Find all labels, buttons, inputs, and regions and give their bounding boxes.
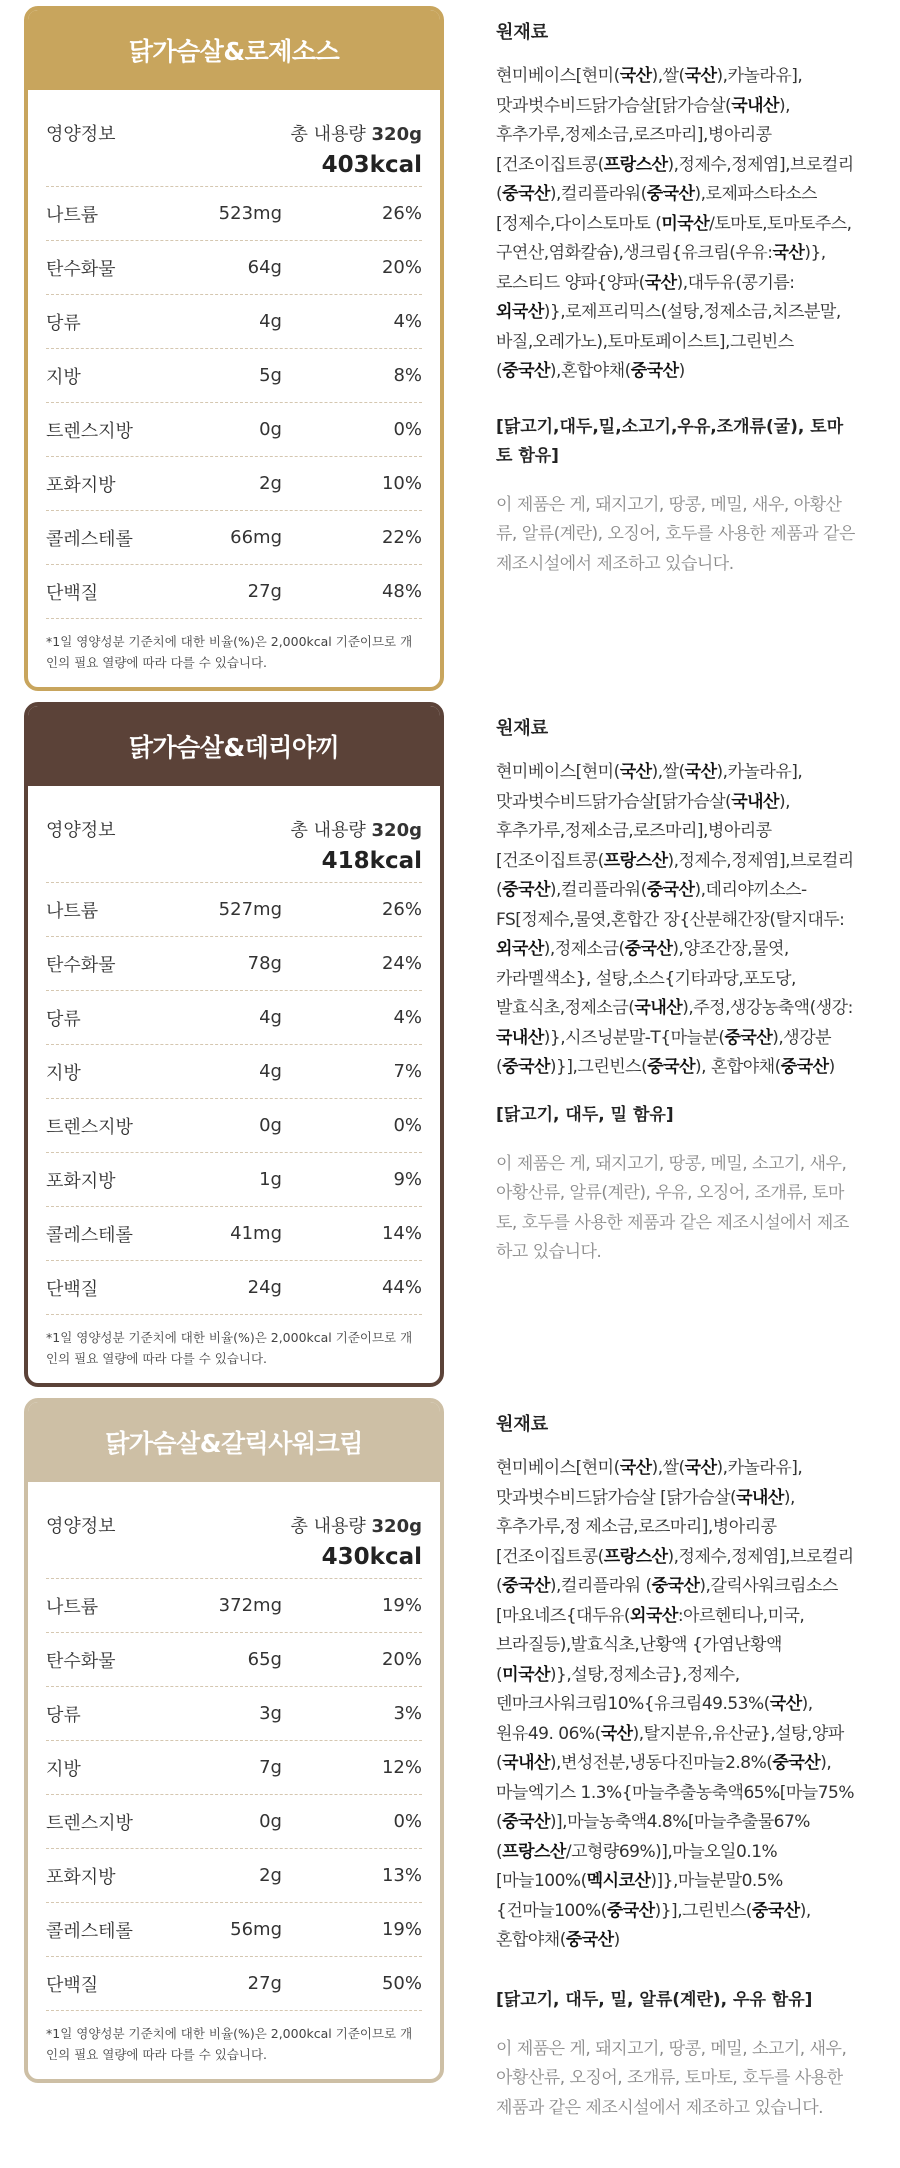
nutrition-card <box>24 6 444 691</box>
table-row: 포화지방 2g 10% <box>46 457 422 511</box>
total-weight: 총 내용량 320g <box>290 820 422 841</box>
calories: 418kcal <box>321 848 422 874</box>
footnote: *1일 영양성분 기준치에 대한 비율(%)은 2,000kcal 기준이므로 개인의 필요 열량에 따라 다를 수 있습니다. <box>46 634 413 670</box>
table-row: 포화지방 2g 13% <box>46 1849 422 1903</box>
nutrition-table <box>28 786 440 1383</box>
card-header <box>28 10 440 90</box>
table-row: 콜레스테롤 66mg 22% <box>46 511 422 565</box>
facility-text: 이 제품은 게, 돼지고기, 땅콩, 메밀, 소고기, 새우, 아황산류, 오징어, 조개류, 토마토, 호두를 사용한 제품과 같은 제조시설에서 제조하고 있습니다. <box>496 2038 847 2118</box>
ingredients-title: 원재료 <box>496 1414 549 1435</box>
table-row: 탄수화물 78g 24% <box>46 937 422 991</box>
ingredients-title: 원재료 <box>496 22 549 43</box>
ingredients-panel <box>496 714 856 1268</box>
nutrition-card <box>24 1398 444 2083</box>
nutrition-summary <box>46 98 422 187</box>
total-weight: 총 내용량 320g <box>290 1516 422 1537</box>
facility-text: 이 제품은 게, 돼지고기, 땅콩, 메밀, 소고기, 새우, 아황산류, 알류(계란), 우유, 오징어, 조개류, 토마토, 호두를 사용한 제품과 같은 제조시설에서 제조하고 있습니다. <box>496 1153 849 1262</box>
table-row: 나트륨 523mg 26% <box>46 187 422 241</box>
nutrition-table <box>28 1482 440 2079</box>
allergen-text: [닭고기, 대두, 밀, 알류(계란), 우유 함유] <box>496 1989 813 2010</box>
table-row: 탄수화물 65g 20% <box>46 1633 422 1687</box>
table-row: 콜레스테롤 56mg 19% <box>46 1903 422 1957</box>
table-row: 콜레스테롤 41mg 14% <box>46 1207 422 1261</box>
calories: 403kcal <box>321 152 422 178</box>
table-row: 지방 4g 7% <box>46 1045 422 1099</box>
table-row: 지방 5g 8% <box>46 349 422 403</box>
nutrition-summary <box>46 1490 422 1579</box>
table-row: 당류 3g 3% <box>46 1687 422 1741</box>
ingredients-panel <box>496 1410 856 2123</box>
table-row: 당류 4g 4% <box>46 991 422 1045</box>
nutrition-table <box>28 90 440 687</box>
card-header <box>28 706 440 786</box>
table-row: 단백질 27g 48% <box>46 565 422 619</box>
nutrition-label: 영양정보 <box>46 1516 116 1537</box>
nutrition-label: 영양정보 <box>46 820 116 841</box>
ingredients-panel <box>496 18 856 579</box>
calories: 430kcal <box>321 1544 422 1570</box>
product-name: 닭가슴살&로제소스 <box>128 37 340 66</box>
allergen-text: [닭고기, 대두, 밀 함유] <box>496 1104 674 1125</box>
nutrition-card <box>24 702 444 1387</box>
ingredients-title: 원재료 <box>496 718 549 739</box>
table-row: 지방 7g 12% <box>46 1741 422 1795</box>
table-row: 트렌스지방 0g 0% <box>46 1099 422 1153</box>
footnote: *1일 영양성분 기준치에 대한 비율(%)은 2,000kcal 기준이므로 개인의 필요 열량에 따라 다를 수 있습니다. <box>46 2026 413 2062</box>
table-row: 나트륨 372mg 19% <box>46 1579 422 1633</box>
table-row: 탄수화물 64g 20% <box>46 241 422 295</box>
ingredients-text: 현미베이스[현미(국산),쌀(국산),카놀라유],맛과벗수비드닭가슴살 [닭가슴살(국내산),후추가루,정 제소금,로즈마리],병아리콩[건조이집트콩(프랑스산),정제수,정제염],브로컬리(중국산),컬리플라워 (중국산),갈릭사워크림소스[마요네즈{대두유(외국산:아르헨티나,미국,브라질등),발효식초,난황액 {가염난황액(미국산)},설탕,정제소금},정제수,덴마크사워크림10%{유크림49.53%(국산),원유49. 06%(국산),탈지분유,유산균},설탕,양파(국내산),변성전분,냉동다진마늘2.8%(중국산),마늘엑기스 1.3%{마늘추출농축액65%[마늘75%(중국산)],마늘농축액4.8%[마늘추출물67%(프랑스산/고형량69%)],마늘오일0.1%[마늘100%(멕시코산)]},마늘분말0.5%{건마늘100%(중국산)}],그린빈스(중국산),혼합야채(중국산) <box>496 1458 855 1950</box>
product-name: 닭가슴살&데리야끼 <box>128 733 340 762</box>
nutrition-label: 영양정보 <box>46 124 116 145</box>
table-row: 포화지방 1g 9% <box>46 1153 422 1207</box>
card-header <box>28 1402 440 1482</box>
allergen-text: [닭고기,대두,밀,소고기,우유,조개류(굴), 토마토 함유] <box>496 416 844 466</box>
facility-text: 이 제품은 게, 돼지고기, 땅콩, 메밀, 새우, 아황산류, 알류(계란), 오징어, 호두를 사용한 제품과 같은 제조시설에서 제조하고 있습니다. <box>496 494 855 574</box>
table-row: 단백질 27g 50% <box>46 1957 422 2011</box>
total-weight: 총 내용량 320g <box>290 124 422 145</box>
table-row: 트렌스지방 0g 0% <box>46 1795 422 1849</box>
table-row: 단백질 24g 44% <box>46 1261 422 1315</box>
nutrition-summary <box>46 794 422 883</box>
table-row: 나트륨 527mg 26% <box>46 883 422 937</box>
product-name: 닭가슴살&갈릭사워크림 <box>105 1429 363 1458</box>
table-row: 트렌스지방 0g 0% <box>46 403 422 457</box>
footnote: *1일 영양성분 기준치에 대한 비율(%)은 2,000kcal 기준이므로 개인의 필요 열량에 따라 다를 수 있습니다. <box>46 1330 413 1366</box>
table-row: 당류 4g 4% <box>46 295 422 349</box>
ingredients-text: 현미베이스[현미(국산),쌀(국산),카놀라유],맛과벗수비드닭가슴살[닭가슴살(국내산),후추가루,정제소금,로즈마리],병아리콩[건조이집트콩(프랑스산),정제수,정제염],브로컬리(중국산),컬리플라워(중국산),로제파스타소스[정제수,다이스토마토 (미국산/토마토,토마토주스,구연산,염화칼슘),생크림{유크림(우유:국산)},로스티드 양파{양파(국산),대두유(콩기름:외국산)},로제프리믹스(설탕,정제소금,치즈분말, 바질,오레가노),토마토페이스트],그린빈스(중국산),혼합야채(중국산) <box>496 66 854 381</box>
ingredients-text: 현미베이스[현미(국산),쌀(국산),카놀라유],맛과벗수비드닭가슴살[닭가슴살(국내산),후추가루,정제소금,로즈마리],병아리콩[건조이집트콩(프랑스산),정제수,정제염],브로컬리(중국산),컬리플라워(중국산),데리야끼소스-FS[정제수,물엿,혼합간 장{산분해간장(탈지대두:외국산),정제소금(중국산),양조간장,물엿,카라멜색소}, 설탕,소스{기타과당,포도당,발효식초,정제소금(국내산),주정,생강농축액(생강:국내산)},시즈닝분말-T{마늘분(중국산),생강분(중국산)}],그린빈스(중국산), 혼합야채(중국산) <box>496 762 854 1077</box>
